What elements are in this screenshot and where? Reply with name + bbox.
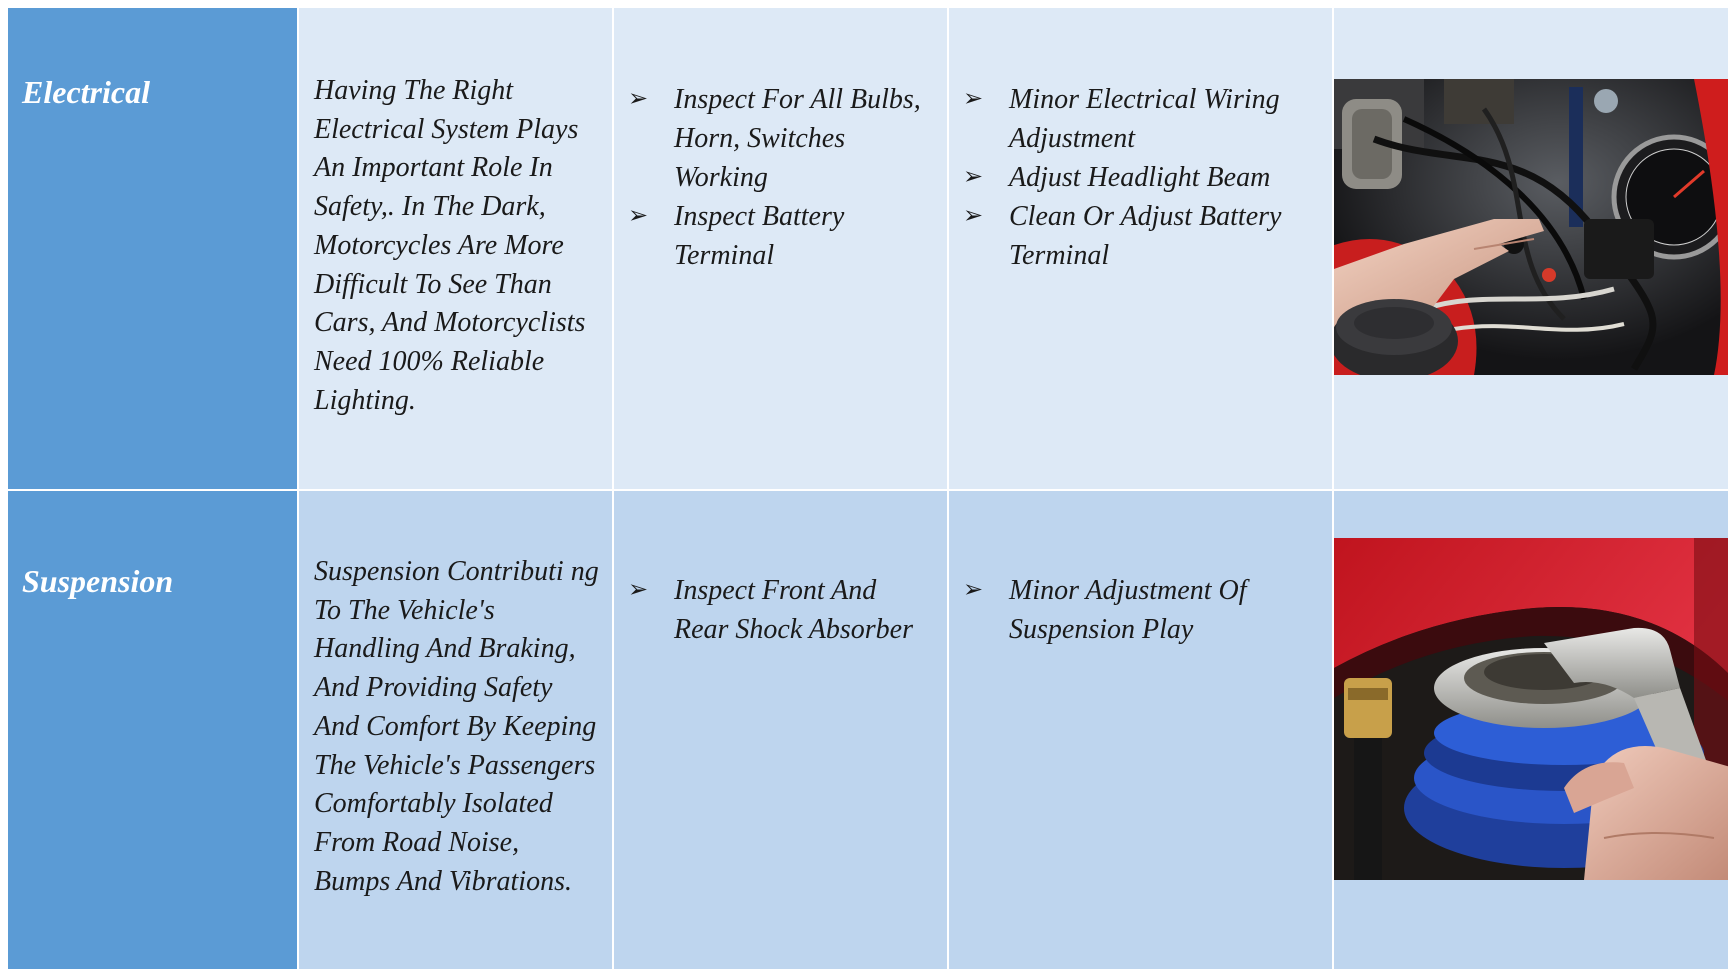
category-label: Suspension (22, 563, 174, 599)
inspection-list (614, 8, 947, 275)
list-item (963, 158, 1322, 197)
description-cell-electrical (299, 8, 612, 489)
list-item-text: Clean Or Adjust Battery Terminal (1009, 201, 1282, 271)
list-item (628, 571, 937, 649)
category-label: Electrical (22, 74, 150, 110)
list-item-text: Inspect For All Bulbs, Horn, Switches Working (674, 84, 921, 193)
description-cell-suspension (299, 491, 612, 969)
arrow-bullet-icon: ➢ (963, 164, 984, 190)
arrow-bullet-icon: ➢ (628, 577, 649, 603)
list-item-text: Minor Electrical Wiring Adjustment (1009, 84, 1280, 154)
list-item (628, 197, 937, 275)
suspension-wrench-image (1334, 538, 1728, 880)
list-item (628, 80, 937, 197)
description-text: Having The Right Electrical System Plays An Important Role In Safety,. In The Dark, Motorcycles Are More Difficult To See Than Cars, And Motorcyclists Need 100% Reliable Lighting. (314, 75, 586, 416)
list-item-text: Inspect Battery Terminal (674, 201, 845, 271)
inspection-cell-electrical (614, 8, 947, 489)
arrow-bullet-icon: ➢ (963, 577, 984, 603)
description-text: Suspension Contributi ng To The Vehicle's Handling And Braking, And Providing Safety And Comfort By Keeping The Vehicle's Passengers Comfortably Isolated From Road Noise, Bumps And Vibrations. (314, 556, 599, 897)
image-cell-suspension (1334, 491, 1728, 969)
category-cell-electrical (8, 8, 297, 489)
category-cell-suspension (8, 491, 297, 969)
arrow-bullet-icon: ➢ (963, 203, 984, 229)
arrow-bullet-icon: ➢ (963, 86, 984, 112)
service-cell-suspension (949, 491, 1332, 969)
service-list (949, 8, 1332, 275)
electrical-wiring-image (1334, 79, 1728, 375)
list-item (963, 571, 1322, 649)
list-item (963, 80, 1322, 158)
service-table (8, 8, 1728, 967)
service-list (949, 491, 1332, 649)
service-cell-electrical (949, 8, 1332, 489)
list-item-text: Inspect Front And Rear Shock Absorber (674, 575, 913, 645)
inspection-cell-suspension (614, 491, 947, 969)
electrical-wiring-photo (1334, 79, 1728, 375)
list-item-text: Adjust Headlight Beam (1009, 162, 1271, 193)
inspection-list (614, 491, 947, 649)
list-item-text: Minor Adjustment Of Suspension Play (1009, 575, 1247, 645)
image-cell-electrical (1334, 8, 1728, 489)
arrow-bullet-icon: ➢ (628, 86, 649, 112)
suspension-photo (1334, 538, 1728, 880)
list-item (963, 197, 1322, 275)
arrow-bullet-icon: ➢ (628, 203, 649, 229)
